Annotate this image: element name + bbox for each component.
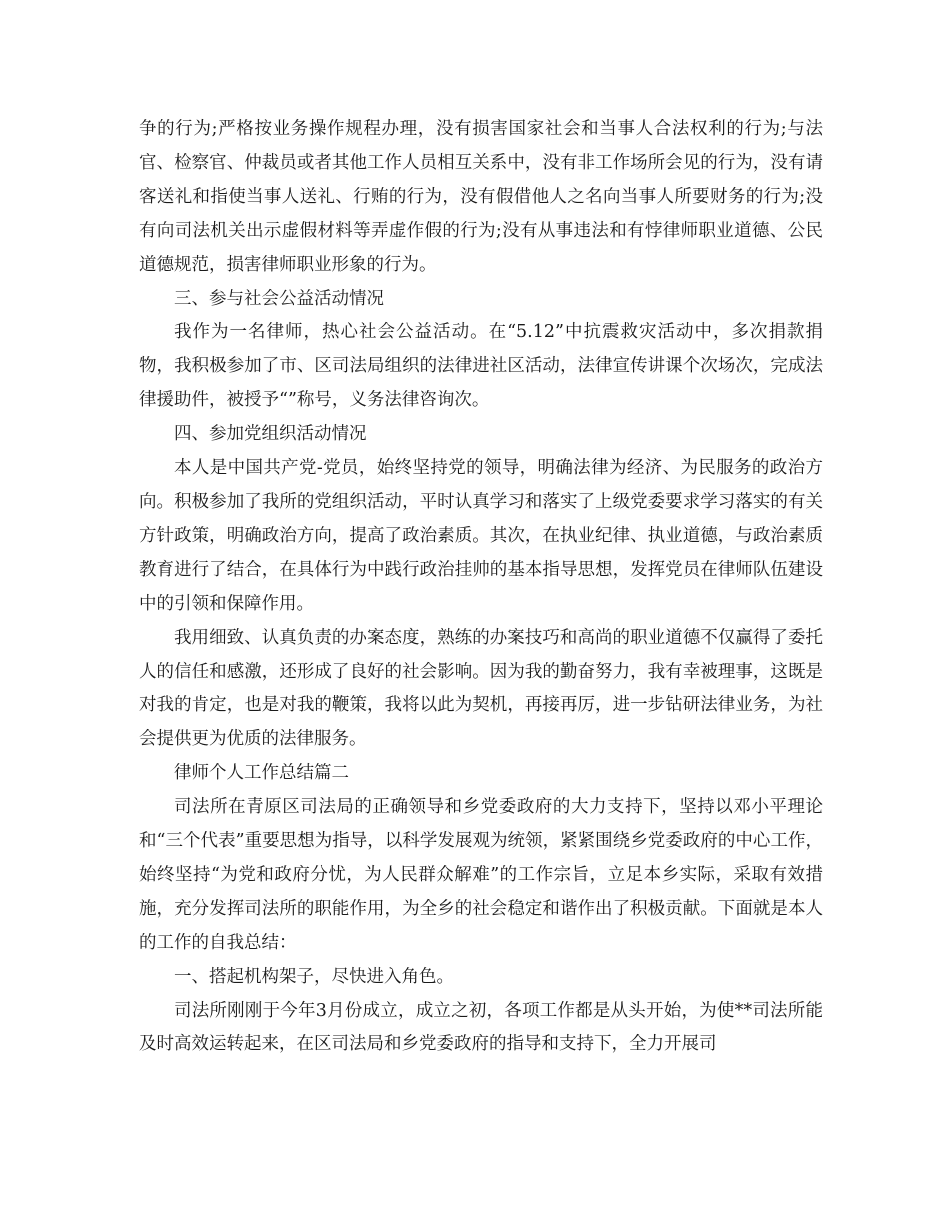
paragraph-public-welfare: 我作为一名律师，热心社会公益活动。在“5.12”中抗震救灾活动中，多次捐款捐物，我积极参加了市、区司法局组织的法律进社区活动，法律宣传讲课个次场次，完成法律援助件，被授予“”称号，义务法律咨询次。 [139,322,823,411]
section-heading-set-up-organization: 一、搭起机构架子，尽快进入角色。 [174,966,454,987]
paragraph-party-activities: 本人是中国共产党-党员，始终坚持党的领导，明确法律为经济、为民服务的政治方向。积极参加了我所的党组织活动，平时认真学习和落实了上级党委要求学习落实的有关方针政策，明确政治方向，提高了政治素质。其次，在执业纪律、执业道德，与政治素质教育进行了结合，在具体行为中践行政治挂帅的基本指导思想，发挥党员在律师队伍建设中的引领和保障作用。 [139,458,823,614]
paragraph-office-founding: 司法所刚刚于今年3月份成立，成立之初，各项工作都是从头开始，为使**司法所能及时高效运转起来，在区司法局和乡党委政府的指导和支持下，全力开展司 [139,1000,823,1055]
paragraph-judicial-office-intro: 司法所在青原区司法局的正确领导和乡党委政府的大力支持下，坚持以邓小平理论和“三个代表”重要思想为指导，以科学发展观为统领，紧紧围绕乡党委政府的中心工作，始终坚持“为党和政府分忧，为人民群众解难”的工作宗旨，立足本乡实际，采取有效措施，充分发挥司法所的职能作用，为全乡的社会稳定和谐作出了积极贡献。下面就是本人的工作的自我总结： [139,797,823,953]
section-heading-public-welfare: 三、参与社会公益活动情况 [174,288,384,309]
paragraph-conduct-continued: 争的行为;严格按业务操作规程办理，没有损害国家社会和当事人合法权利的行为;与法官、检察官、仲裁员或者其他工作人员相互关系中，没有非工作场所会见的行为，没有请客送礼和指使当事人送礼、行贿的行为，没有假借他人之名向当事人所要财务的行为;没有向司法机关出示虚假材料等弄虚作假的行为;没有从事违法和有悖律师职业道德、公民道德规范，损害律师职业形象的行为。 [139,119,823,275]
section-heading-party-activities: 四、参加党组织活动情况 [174,424,367,445]
paragraph-case-handling: 我用细致、认真负责的办案态度，熟练的办案技巧和高尚的职业道德不仅赢得了委托人的信任和感激，还形成了良好的社会影响。因为我的勤奋努力，我有幸被理事，这既是对我的肯定，也是对我的鞭策，我将以此为契机，再接再厉，进一步钻研法律业务，为社会提供更为优质的法律服务。 [139,627,823,750]
article-title-part-two: 律师个人工作总结篇二 [174,763,349,784]
document-body [139,113,823,1062]
